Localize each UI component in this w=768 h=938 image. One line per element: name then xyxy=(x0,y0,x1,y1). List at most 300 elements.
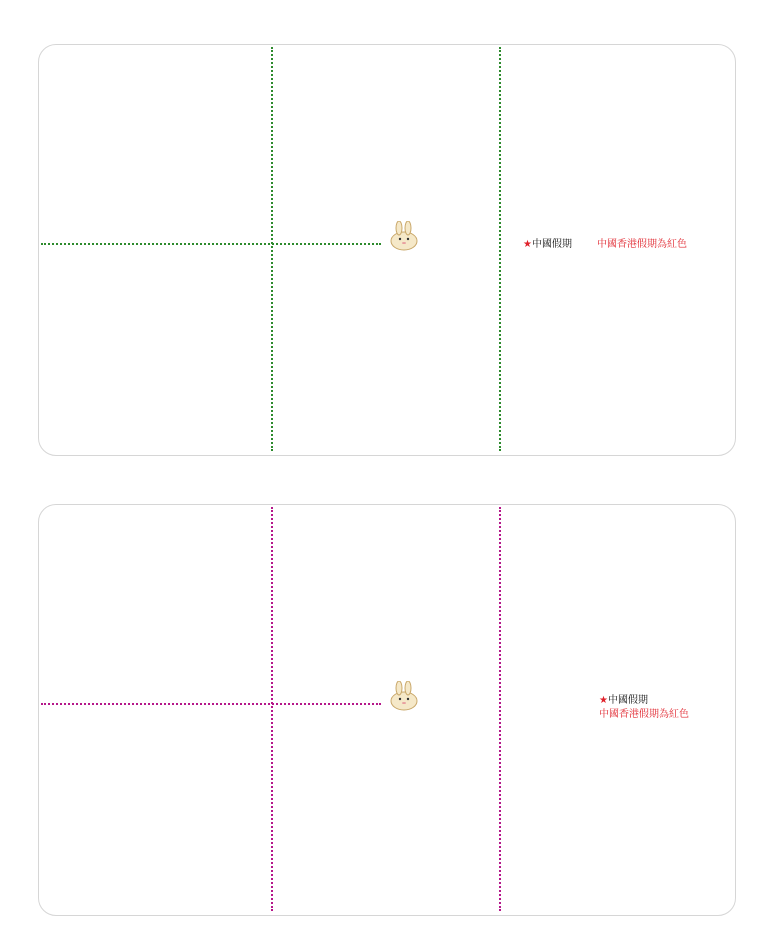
month-block xyxy=(501,245,727,435)
day-cell xyxy=(57,157,87,193)
hk-note: 中國香港假期為紅色 xyxy=(597,239,687,250)
day-cell xyxy=(435,157,465,193)
day-cell xyxy=(693,157,723,193)
day-cell xyxy=(603,848,633,884)
day-cell xyxy=(177,91,207,127)
day-cell xyxy=(693,322,723,358)
day-cell xyxy=(693,584,723,620)
day-cell xyxy=(603,190,633,226)
day-cell xyxy=(177,584,207,620)
weekday-header xyxy=(45,531,271,549)
day-cell xyxy=(663,617,693,653)
day-cell xyxy=(375,881,405,916)
day-cell xyxy=(177,388,207,424)
rabbit-icon xyxy=(387,681,421,716)
day-cell xyxy=(543,848,573,884)
day-cell xyxy=(405,289,435,325)
day-cell xyxy=(405,157,435,193)
day-cell xyxy=(513,157,543,193)
divider xyxy=(41,243,381,245)
weekday-header xyxy=(45,71,271,89)
day-cell xyxy=(117,421,147,456)
day-cell xyxy=(603,815,633,851)
day-cell xyxy=(693,388,723,424)
day-cell xyxy=(405,815,435,851)
day-cell xyxy=(435,782,465,818)
day-cell xyxy=(573,322,603,358)
day-cell xyxy=(693,617,723,653)
day-cell xyxy=(87,848,117,884)
day-cell xyxy=(405,124,435,160)
day-cell xyxy=(87,157,117,193)
day-cell xyxy=(663,584,693,620)
day-cell xyxy=(375,551,405,587)
day-cell xyxy=(315,289,345,325)
day-cell xyxy=(603,124,633,160)
day-cell xyxy=(513,617,543,653)
day-cell xyxy=(345,650,375,686)
day-cell xyxy=(375,355,405,391)
day-cell xyxy=(147,388,177,424)
holiday-note-text: 中國假期 xyxy=(607,695,648,706)
day-cell xyxy=(57,322,87,358)
day-cell xyxy=(345,584,375,620)
day-cell xyxy=(147,782,177,818)
divider xyxy=(499,47,501,451)
day-cell xyxy=(435,289,465,325)
day-cell xyxy=(237,289,267,325)
month-block xyxy=(45,47,271,237)
day-cell xyxy=(513,322,543,358)
day-cell xyxy=(285,388,315,424)
day-cell xyxy=(375,91,405,127)
day-cell xyxy=(405,782,435,818)
day-cell xyxy=(465,650,495,686)
calendar-card-jul-dec xyxy=(38,504,736,916)
rabbit-icon xyxy=(387,221,421,256)
month-block xyxy=(45,705,271,895)
day-cell xyxy=(375,782,405,818)
day-cell xyxy=(207,617,237,653)
day-cell xyxy=(207,91,237,127)
day-cell xyxy=(285,650,315,686)
day-cell xyxy=(663,749,693,785)
day-cell xyxy=(87,322,117,358)
day-cell xyxy=(465,124,495,160)
day-cell xyxy=(465,322,495,358)
day-cell xyxy=(435,91,465,127)
day-cell xyxy=(117,157,147,193)
month-block xyxy=(501,507,727,697)
day-cell xyxy=(207,650,237,686)
day-cell xyxy=(693,355,723,391)
day-cell xyxy=(663,881,693,916)
day-cell xyxy=(375,289,405,325)
day-cell xyxy=(57,388,87,424)
day-cell xyxy=(693,848,723,884)
day-cell xyxy=(633,124,663,160)
day-cell xyxy=(405,617,435,653)
day-cell xyxy=(345,355,375,391)
day-cell xyxy=(117,749,147,785)
day-cell xyxy=(237,584,267,620)
day-cell xyxy=(543,421,573,456)
day-cell xyxy=(603,355,633,391)
day-cell xyxy=(237,782,267,818)
day-cell xyxy=(315,617,345,653)
month-block xyxy=(273,245,499,435)
day-cell xyxy=(573,650,603,686)
day-cell xyxy=(375,157,405,193)
day-cell xyxy=(87,617,117,653)
day-cell xyxy=(543,617,573,653)
day-cell xyxy=(177,355,207,391)
day-cell xyxy=(375,584,405,620)
day-cell xyxy=(117,124,147,160)
day-cell xyxy=(87,749,117,785)
day-cell xyxy=(177,124,207,160)
day-cell xyxy=(237,749,267,785)
day-cell xyxy=(315,355,345,391)
day-cell xyxy=(177,157,207,193)
day-cell xyxy=(405,355,435,391)
day-cell xyxy=(147,157,177,193)
day-cell xyxy=(285,848,315,884)
day-cell xyxy=(573,815,603,851)
day-cell xyxy=(375,617,405,653)
day-cell xyxy=(177,421,207,456)
day-cell xyxy=(117,322,147,358)
day-cell xyxy=(285,584,315,620)
day-cell xyxy=(345,322,375,358)
weekday-header xyxy=(273,71,499,89)
day-cell xyxy=(435,650,465,686)
day-cell xyxy=(513,650,543,686)
day-cell xyxy=(177,815,207,851)
day-cell xyxy=(663,190,693,226)
day-cell xyxy=(573,124,603,160)
day-cell xyxy=(117,848,147,884)
day-cell xyxy=(633,848,663,884)
day-cell xyxy=(633,650,663,686)
day-cell xyxy=(345,551,375,587)
day-cell xyxy=(465,617,495,653)
day-cell xyxy=(87,421,117,456)
holiday-note: ★中國假期 xyxy=(523,239,572,250)
day-cell xyxy=(345,848,375,884)
day-cell xyxy=(237,815,267,851)
year-mark xyxy=(387,681,421,716)
day-cell xyxy=(633,355,663,391)
day-cell xyxy=(693,815,723,851)
day-cell xyxy=(315,388,345,424)
day-cell xyxy=(315,421,345,456)
day-cell xyxy=(435,388,465,424)
day-cell xyxy=(513,355,543,391)
day-cell xyxy=(465,749,495,785)
day-cell xyxy=(117,815,147,851)
day-cell xyxy=(543,584,573,620)
day-cell xyxy=(435,848,465,884)
day-cell xyxy=(603,617,633,653)
day-cell xyxy=(87,355,117,391)
day-cell xyxy=(237,322,267,358)
day-cell xyxy=(543,157,573,193)
day-cell xyxy=(285,124,315,160)
day-cell xyxy=(207,782,237,818)
day-cell xyxy=(237,190,267,226)
day-cell xyxy=(663,157,693,193)
day-cell xyxy=(663,322,693,358)
day-cell xyxy=(345,388,375,424)
day-cell xyxy=(633,421,663,456)
day-cell xyxy=(513,815,543,851)
day-cell xyxy=(405,749,435,785)
day-cell xyxy=(207,749,237,785)
day-cell xyxy=(513,782,543,818)
day-cell xyxy=(633,782,663,818)
day-cell xyxy=(633,388,663,424)
weekday-header xyxy=(501,531,727,549)
day-cell xyxy=(345,124,375,160)
day-cell xyxy=(543,881,573,916)
day-cell xyxy=(435,190,465,226)
day-cell xyxy=(693,124,723,160)
day-cell xyxy=(177,650,207,686)
day-cell xyxy=(207,421,237,456)
day-cell xyxy=(147,749,177,785)
day-cell xyxy=(315,190,345,226)
day-cell xyxy=(207,848,237,884)
day-cell xyxy=(315,584,345,620)
day-cell xyxy=(285,782,315,818)
day-cell xyxy=(663,815,693,851)
day-cell xyxy=(87,881,117,916)
day-cell xyxy=(147,91,177,127)
day-cell xyxy=(117,782,147,818)
day-cell xyxy=(405,881,435,916)
day-cell xyxy=(465,782,495,818)
day-cell xyxy=(465,190,495,226)
day-cell xyxy=(633,584,663,620)
month-block xyxy=(501,47,727,237)
day-cell xyxy=(603,388,633,424)
day-cell xyxy=(603,322,633,358)
day-cell xyxy=(603,782,633,818)
day-cell xyxy=(345,157,375,193)
day-cell xyxy=(573,421,603,456)
day-cell xyxy=(693,190,723,226)
day-cell xyxy=(57,91,87,127)
day-cell xyxy=(465,584,495,620)
day-cell xyxy=(663,91,693,127)
day-cell xyxy=(117,584,147,620)
day-cell xyxy=(87,388,117,424)
day-cell xyxy=(435,749,465,785)
month-block xyxy=(501,705,727,895)
day-cell xyxy=(663,355,693,391)
day-cell xyxy=(315,157,345,193)
day-cell xyxy=(147,815,177,851)
divider xyxy=(499,507,501,911)
day-cell xyxy=(573,584,603,620)
day-cell xyxy=(177,749,207,785)
day-cell xyxy=(435,124,465,160)
day-cell xyxy=(237,650,267,686)
day-cell xyxy=(177,617,207,653)
day-cell xyxy=(513,899,530,916)
day-cell xyxy=(375,388,405,424)
day-cell xyxy=(513,388,543,424)
day-cell xyxy=(543,782,573,818)
day-cell xyxy=(375,749,405,785)
day-cell xyxy=(513,124,543,160)
day-cell xyxy=(465,289,495,325)
day-cell xyxy=(207,815,237,851)
day-cell xyxy=(573,782,603,818)
day-cell xyxy=(147,124,177,160)
day-cell xyxy=(603,881,633,916)
day-cell xyxy=(573,848,603,884)
day-cell xyxy=(603,584,633,620)
day-cell xyxy=(603,421,633,456)
day-cell xyxy=(147,421,177,456)
day-cell xyxy=(345,190,375,226)
day-cell xyxy=(345,421,375,456)
hk-note: 中國香港假期為紅色 xyxy=(599,709,689,720)
day-cell xyxy=(87,650,117,686)
day-cell xyxy=(465,157,495,193)
day-cell xyxy=(663,650,693,686)
day-cell xyxy=(237,355,267,391)
day-cell xyxy=(465,551,495,587)
day-cell xyxy=(57,617,87,653)
day-cell xyxy=(513,421,543,456)
day-cell xyxy=(147,190,177,226)
day-cell xyxy=(315,124,345,160)
day-cell xyxy=(57,815,87,851)
day-cell xyxy=(513,190,543,226)
day-cell xyxy=(663,551,693,587)
day-cell xyxy=(117,881,147,916)
day-cell xyxy=(87,91,117,127)
day-cell xyxy=(117,388,147,424)
day-cell xyxy=(543,190,573,226)
day-cell xyxy=(603,91,633,127)
day-cell xyxy=(117,650,147,686)
day-cell xyxy=(237,388,267,424)
weekday-header xyxy=(501,71,727,89)
day-cell xyxy=(207,190,237,226)
divider xyxy=(41,703,381,705)
day-cell xyxy=(237,157,267,193)
day-cell xyxy=(573,190,603,226)
day-cell xyxy=(147,322,177,358)
day-cell xyxy=(663,421,693,456)
day-cell xyxy=(207,322,237,358)
day-cell xyxy=(57,848,87,884)
day-cell xyxy=(573,388,603,424)
day-cell xyxy=(315,815,345,851)
day-cell xyxy=(87,584,117,620)
holiday-note-text: 中國假期 xyxy=(531,239,572,250)
day-cell xyxy=(465,815,495,851)
day-cell xyxy=(285,815,315,851)
day-cell xyxy=(237,617,267,653)
day-cell xyxy=(177,848,207,884)
day-cell xyxy=(207,355,237,391)
weekday-header xyxy=(273,729,499,747)
day-cell xyxy=(57,782,87,818)
day-cell xyxy=(543,815,573,851)
day-cell xyxy=(633,617,663,653)
day-cell xyxy=(573,617,603,653)
month-block xyxy=(45,245,271,435)
day-cell xyxy=(57,124,87,160)
weekday-header xyxy=(273,531,499,549)
day-cell xyxy=(117,355,147,391)
holiday-note: ★中國假期 xyxy=(599,695,648,706)
day-cell xyxy=(435,617,465,653)
day-cell xyxy=(285,421,315,456)
day-cell xyxy=(405,551,435,587)
day-cell xyxy=(345,782,375,818)
day-cell xyxy=(543,124,573,160)
day-cell xyxy=(543,388,573,424)
day-cell xyxy=(315,782,345,818)
day-cell xyxy=(237,551,267,587)
day-cell xyxy=(603,650,633,686)
day-cell xyxy=(663,848,693,884)
day-cell xyxy=(207,388,237,424)
day-cell xyxy=(693,551,723,587)
month-block xyxy=(273,507,499,697)
day-cell xyxy=(633,190,663,226)
day-cell xyxy=(465,388,495,424)
day-cell xyxy=(147,617,177,653)
day-cell xyxy=(633,322,663,358)
day-cell xyxy=(315,650,345,686)
day-cell xyxy=(57,439,74,456)
day-cell xyxy=(543,650,573,686)
day-cell xyxy=(207,124,237,160)
day-cell xyxy=(633,157,663,193)
day-cell xyxy=(573,157,603,193)
day-cell xyxy=(633,815,663,851)
day-cell xyxy=(177,190,207,226)
day-cell xyxy=(465,355,495,391)
day-cell xyxy=(663,289,693,325)
day-cell xyxy=(285,322,315,358)
day-cell xyxy=(603,157,633,193)
day-cell xyxy=(87,190,117,226)
day-cell xyxy=(405,91,435,127)
day-cell xyxy=(57,355,87,391)
day-cell xyxy=(513,584,543,620)
day-cell xyxy=(663,782,693,818)
day-cell xyxy=(375,124,405,160)
day-cell xyxy=(513,848,543,884)
month-block xyxy=(273,47,499,237)
day-cell xyxy=(117,91,147,127)
day-cell xyxy=(693,881,723,916)
day-cell xyxy=(543,355,573,391)
day-cell xyxy=(663,124,693,160)
day-cell xyxy=(663,388,693,424)
day-cell xyxy=(405,388,435,424)
divider xyxy=(271,507,273,911)
month-block xyxy=(273,705,499,895)
